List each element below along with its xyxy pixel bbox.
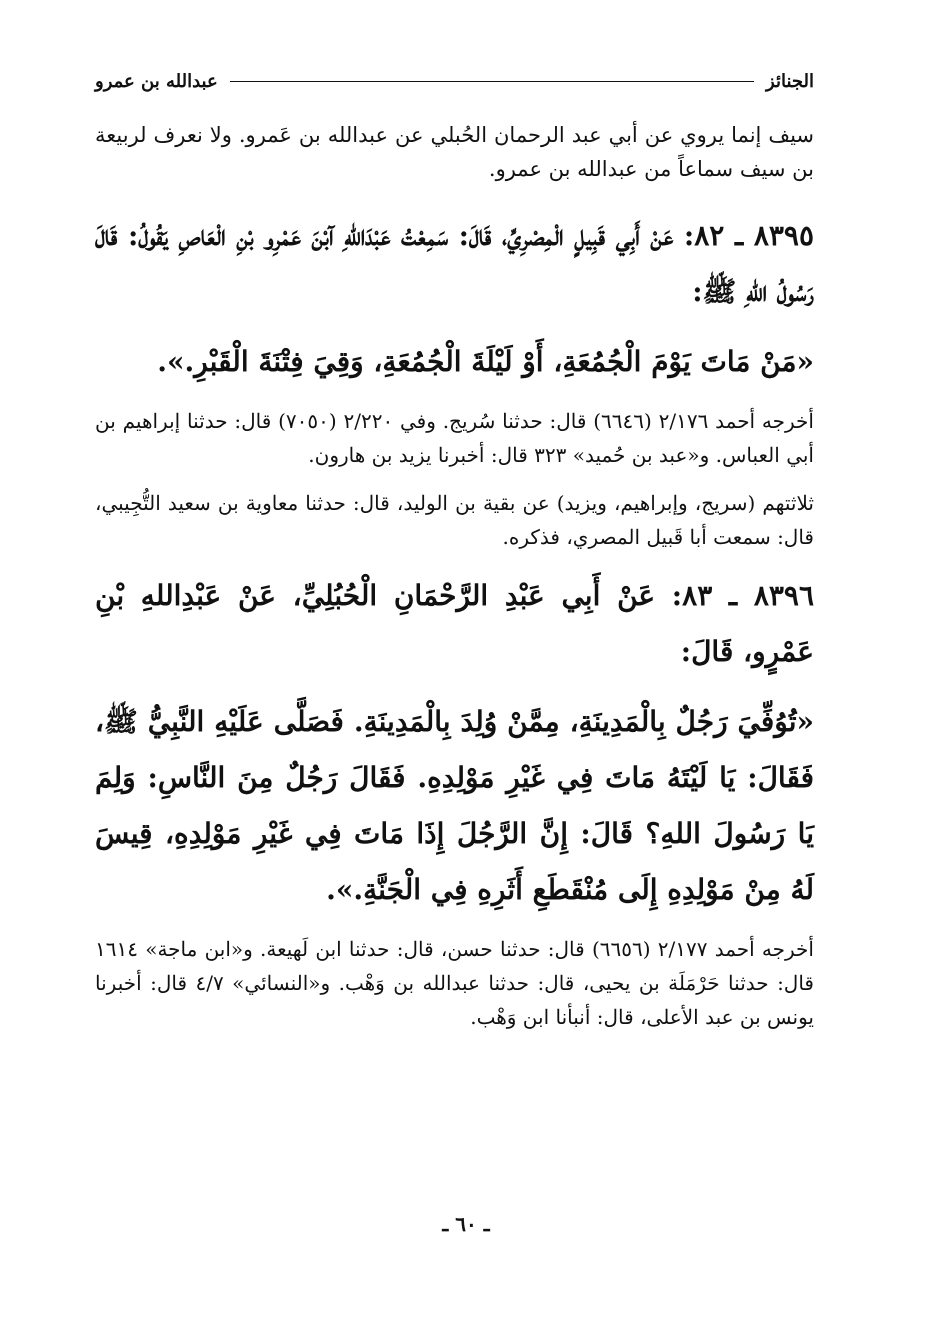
hadith-8395-chain: ٨٣٩٥ ـ ٨٢: عَنْ أَبِي قَبِيلٍ الْمِصْرِيِّ، قَالَ: سَمِعْتُ عَبْدَاللهِ آبْنَ عَمْرِو بْنِ الْعَاصِ يَقُولُ: قَالَ رَسُولُ اللهِ ﷺ: <box>95 219 814 308</box>
hadith-8396-chain: ٨٣٩٦ ـ ٨٣: عَنْ أَبِي عَبْدِ الرَّحْمَانِ الْحُبُلِيِّ، عَنْ عَبْدِاللهِ بْنِ عَمْرٍو، قَالَ: <box>95 579 814 668</box>
hadith-8396-source: أخرجه أحمد ٢/١٧٧ (٦٦٥٦) قال: حدثنا حسن، قال: حدثنا ابن لَهيعة. و«ابن ماجة» ١٦١٤ قال: حدثنا حَرْمَلَة بن يحيى، قال: حدثنا عبدالله بن وَهْب. و«النسائي» ٤/٧ قال: أخبرنا يونس بن عبد الأعلى، قال: أنبأنا ابن وَهْب. <box>95 937 814 1029</box>
header-rule <box>230 81 754 82</box>
header-chapter-title: الجنائز <box>766 70 814 92</box>
running-header <box>95 66 814 96</box>
commentary-paragraph: سيف إنما يروي عن أبي عبد الرحمان الحُبلي عن عبدالله بن عَمرو. ولا نعرف لربيعة بن سيف سماعاً من عبدالله بن عمرو. <box>95 123 814 181</box>
hadith-8395-text: «مَنْ مَاتَ يَوْمَ الْجُمُعَةِ، أَوْ لَيْلَةَ الْجُمُعَةِ، وَقِيَ فِتْنَةَ الْقَبْرِ.». <box>157 345 814 378</box>
page-number: ـ ٦٠ ـ <box>442 1212 490 1236</box>
hadith-8395-source: أخرجه أحمد ٢/١٧٦ (٦٦٤٦) قال: حدثنا سُريج. وفي ٢/٢٢٠ (٧٠٥٠) قال: حدثنا إبراهيم بن أبي العباس. و«عبد بن حُميد» ٣٢٣ قال: أخبرنا يزيد بن هارون. <box>95 409 814 467</box>
hadith-8395-isnad: ثلاثتهم (سريج، وإبراهيم، ويزيد) عن بقية بن الوليد، قال: حدثنا معاوية بن سعيد التُّجِيبي، قال: سمعت أبا قَبيل المصري، فذكره. <box>95 491 814 549</box>
page-body <box>95 118 814 1034</box>
hadith-8396-text: «تُوُفِّيَ رَجُلٌ بِالْمَدِينَةِ، مِمَّنْ وُلِدَ بِالْمَدِينَةِ. فَصَلَّى عَلَيْهِ النَّبِيُّ ﷺ، فَقَالَ: يَا لَيْتَهُ مَاتَ فِي غَيْرِ مَوْلِدِهِ. فَقَالَ رَجُلٌ مِنَ النَّاسِ: وَلِمَ يَا رَسُولَ اللهِ؟ قَالَ: إِنَّ الرَّجُلَ إِذَا مَاتَ فِي غَيْرِ مَوْلِدِهِ، قِيسَ لَهُ مِنْ مَوْلِدِهِ إِلَى مُنْقَطَعِ أَثَرِهِ فِي الْجَنَّةِ.». <box>95 705 815 906</box>
header-section-title: عبدالله بن عمرو <box>95 70 218 92</box>
